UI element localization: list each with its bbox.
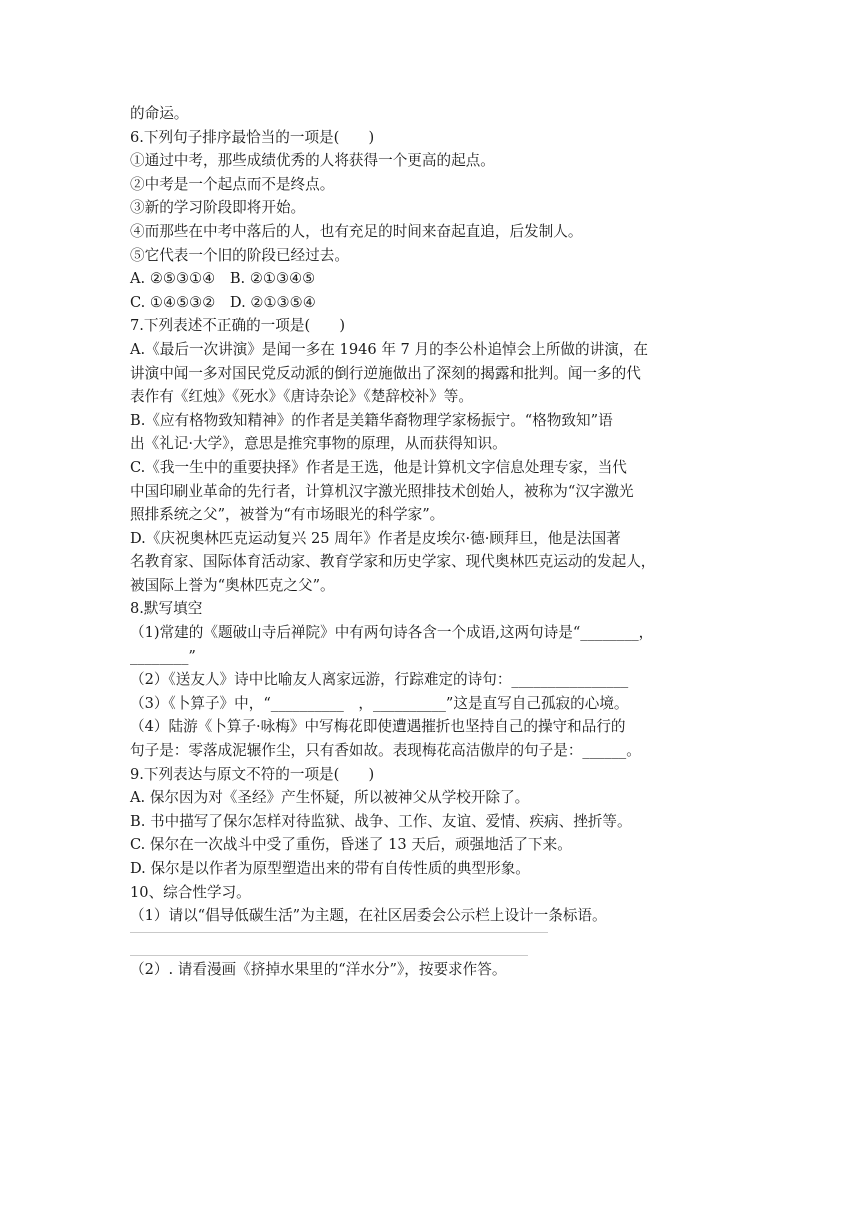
option-b-line: B. 书中描写了保尔怎样对待监狱、战争、工作、友谊、爱情、疾病、挫折等。 <box>130 812 632 830</box>
option-c-line: 中国印刷业革命的先行者，计算机汉字激光照排技术创始人，被称为“汉字激光 <box>130 482 634 500</box>
options-ab: A. ②⑤③①④ B. ②①③④⑤ <box>130 270 316 288</box>
option-b-line: B.《应有格物致知精神》的作者是美籍华裔物理学家杨振宁。“格物致知”语 <box>130 411 613 429</box>
option-c-line: 照排系统之父”，被誉为“有市场眼光的科学家”。 <box>130 506 445 524</box>
option-d-line: D. 保尔是以作者为原型塑造出来的带有自传性质的典型形象。 <box>130 860 530 877</box>
subquestion-1: （1）请以“倡导低碳生活”为主题，在社区居委会公示栏上设计一条标语。 <box>130 907 607 925</box>
fill-blank-4: 句子是：零落成泥辗作尘，只有香如故。表现梅花高洁傲岸的句子是：______。 <box>130 742 641 760</box>
fill-blank-1: （1)常建的《题破山寺后禅院》中有两句诗各含一个成语,这两句诗是“________， <box>130 624 654 642</box>
option-a-line: 表作有《红烛》《死水》《唐诗杂论》《楚辞校补》等。 <box>130 388 473 406</box>
option-c-line: C.《我一生中的重要抉择》作者是王选，他是计算机文字信息处理专家，当代 <box>130 458 627 476</box>
option-a-line: A.《最后一次讲演》是闻一多在 1946 年 7 月的李公朴追悼会上所做的讲演，在 <box>130 340 648 358</box>
sentence-3: ③新的学习阶段即将开始。 <box>130 199 306 217</box>
sentence-5: ⑤它代表一个旧的阶段已经过去。 <box>130 246 349 264</box>
question-8-stem: 8.默写填空 <box>130 600 203 618</box>
fill-blank-3: （3）《卜算子》中，“__________ ，__________”这是直写自己孤寂的心境。 <box>130 694 629 712</box>
answer-line <box>130 955 528 956</box>
fill-blank-4: （4）陆游《卜算子·咏梅》中写梅花即使遭遇摧折也坚持自己的操守和品行的 <box>130 718 626 736</box>
subquestion-2: （2）. 请看漫画《挤掉水果里的“洋水分”》，按要求作答。 <box>130 960 507 978</box>
option-d-line: D.《庆祝奥林匹克运动复兴 25 周年》作者是皮埃尔·德·顾拜旦，他是法国著 <box>130 529 621 547</box>
answer-line <box>130 932 548 933</box>
sentence-2: ②中考是一个起点而不是终点。 <box>130 175 335 193</box>
option-d-line: 被国际上誉为“奥林匹克之父”。 <box>130 576 335 594</box>
fill-blank-1: ________” <box>130 647 196 665</box>
options-cd: C. ①④⑤③② D. ②①③⑤④ <box>130 293 316 311</box>
option-d-line: 名教育家、国际体育活动家、教育学家和历史学家、现代奥林匹克运动的发起人， <box>130 553 656 571</box>
text-line: 的命运。 <box>130 105 189 122</box>
sentence-1: ①通过中考，那些成绩优秀的人将获得一个更高的起点。 <box>130 152 495 170</box>
question-9-stem: 9.下列表达与原文不符的一项是( ) <box>130 765 375 783</box>
option-a-line: A. 保尔因为对《圣经》产生怀疑，所以被神父从学校开除了。 <box>130 789 530 807</box>
option-a-line: 讲演中闻一多对国民党反动派的倒行逆施做出了深刻的揭露和批判。闻一多的代 <box>130 364 641 382</box>
sentence-4: ④而那些在中考中落后的人，也有充足的时间来奋起直追，后发制人。 <box>130 222 583 240</box>
fill-blank-2: （2）《送友人》诗中比喻友人离家远游，行踪难定的诗句：________________ <box>130 671 629 689</box>
question-10-stem: 10、综合性学习。 <box>130 883 251 901</box>
option-c-line: C. 保尔在一次战斗中受了重伤，昏迷了 13 天后，顽强地活了下来。 <box>130 836 572 854</box>
document-body <box>130 102 734 981</box>
option-b-line: 出《礼记·大学》，意思是推究事物的原理，从而获得知识。 <box>130 435 507 453</box>
question-7-stem: 7.下列表述不正确的一项是( ) <box>130 317 346 335</box>
question-6-stem: 6.下列句子排序最恰当的一项是( ) <box>130 128 375 146</box>
